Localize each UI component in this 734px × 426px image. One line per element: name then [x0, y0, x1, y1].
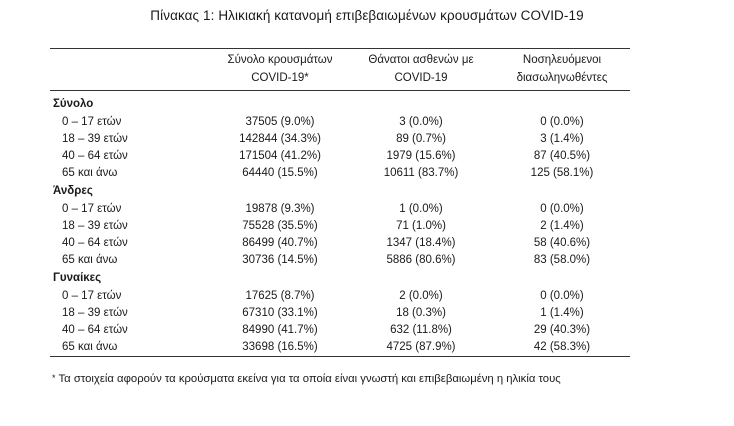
deaths-cell: 71 (1.0%) — [396, 220, 446, 232]
deaths-cell: 1347 (18.4%) — [386, 237, 456, 249]
cases-cell: 17625 (8.7%) — [245, 290, 315, 302]
age-label: 40 – 64 ετών — [62, 324, 128, 336]
cases-cell: 37505 (9.0%) — [245, 116, 315, 128]
cases-cell: 33698 (16.5%) — [212, 339, 348, 357]
header-deaths — [348, 49, 494, 91]
table-row — [50, 252, 630, 269]
intubated-cell: 0 (0.0%) — [540, 203, 584, 215]
intubated-cell: 2 (1.4%) — [540, 220, 584, 232]
deaths-cell: 3 (0.0%) — [399, 116, 443, 128]
group-label: Γυναίκες — [53, 272, 102, 284]
footnote-text: Τα στοιχεία αφορούν τα κρούσματα εκείνα για τα οποία είναι γνωστή και επιβεβαιωμένη η ηλικία τους — [58, 373, 561, 385]
cases-cell: 64440 (15.5%) — [242, 167, 318, 179]
table-row — [50, 131, 630, 148]
table-row — [50, 288, 630, 305]
age-label: 40 – 64 ετών — [62, 150, 128, 162]
cases-cell: 67310 (33.1%) — [242, 307, 318, 319]
group-row-women — [50, 269, 630, 288]
header-total-cases-line2: COVID-19* — [251, 72, 309, 84]
age-label: 18 – 39 ετών — [62, 220, 128, 232]
cases-cell: 19878 (9.3%) — [245, 203, 315, 215]
age-distribution-table-container — [50, 48, 630, 357]
age-label: 0 – 17 ετών — [62, 116, 122, 128]
intubated-cell: 42 (58.3%) — [494, 339, 630, 357]
group-label: Άνδρες — [53, 185, 93, 197]
header-total-cases — [212, 49, 348, 91]
table-body — [50, 91, 630, 357]
intubated-cell: 58 (40.6%) — [533, 237, 591, 249]
age-label: 18 – 39 ετών — [62, 133, 128, 145]
table-row — [50, 322, 630, 339]
deaths-cell: 10611 (83.7%) — [383, 167, 459, 179]
age-label: 18 – 39 ετών — [62, 307, 128, 319]
table-row — [50, 165, 630, 182]
deaths-cell: 1979 (15.6%) — [386, 150, 456, 162]
footnote — [52, 373, 561, 385]
header-deaths-line2: COVID-19 — [394, 72, 448, 84]
age-label: 40 – 64 ετών — [62, 237, 128, 249]
intubated-cell: 29 (40.3%) — [533, 324, 591, 336]
group-row-total — [50, 91, 630, 115]
age-distribution-table — [50, 48, 630, 357]
table-row — [50, 201, 630, 218]
deaths-cell: 2 (0.0%) — [399, 290, 443, 302]
deaths-cell: 18 (0.3%) — [396, 307, 446, 319]
age-label: 0 – 17 ετών — [62, 290, 122, 302]
header-intubated-line2: διασωληνωθέντες — [516, 72, 608, 84]
age-label: 65 και άνω — [50, 339, 212, 357]
cases-cell: 142844 (34.3%) — [239, 133, 321, 145]
intubated-cell: 83 (58.0%) — [533, 254, 591, 266]
header-intubated — [494, 49, 630, 91]
cases-cell: 30736 (14.5%) — [242, 254, 318, 266]
deaths-cell: 5886 (80.6%) — [386, 254, 456, 266]
group-label: Σύνολο — [53, 98, 94, 110]
intubated-cell: 87 (40.5%) — [533, 150, 591, 162]
table-row — [50, 339, 630, 357]
age-label: 65 και άνω — [62, 167, 118, 179]
age-label: 65 και άνω — [62, 254, 118, 266]
header-category — [50, 49, 212, 91]
intubated-cell: 1 (1.4%) — [540, 307, 584, 319]
table-row — [50, 148, 630, 165]
header-row — [50, 49, 630, 91]
table-row — [50, 114, 630, 131]
table-title: Πίνακας 1: Ηλικιακή κατανομή επιβεβαιωμένων κρουσμάτων COVID-19 — [150, 8, 584, 23]
table-row — [50, 218, 630, 235]
deaths-cell: 89 (0.7%) — [396, 133, 446, 145]
header-deaths-line1: Θάνατοι ασθενών με — [368, 54, 474, 66]
footnote-mark: * — [52, 373, 56, 383]
intubated-cell: 3 (1.4%) — [540, 133, 584, 145]
table-row — [50, 235, 630, 252]
table-header — [50, 49, 630, 91]
header-total-cases-line1: Σύνολο κρουσμάτων — [227, 54, 333, 66]
intubated-cell: 0 (0.0%) — [540, 116, 584, 128]
deaths-cell: 1 (0.0%) — [399, 203, 443, 215]
cases-cell: 86499 (40.7%) — [242, 237, 318, 249]
deaths-cell: 4725 (87.9%) — [348, 339, 494, 357]
table-row — [50, 305, 630, 322]
group-row-men — [50, 182, 630, 201]
cases-cell: 171504 (41.2%) — [239, 150, 321, 162]
age-label: 0 – 17 ετών — [62, 203, 122, 215]
cases-cell: 75528 (35.5%) — [242, 220, 318, 232]
intubated-cell: 0 (0.0%) — [540, 290, 584, 302]
header-intubated-line1: Νοσηλευόμενοι — [522, 54, 602, 66]
intubated-cell: 125 (58.1%) — [530, 167, 594, 179]
deaths-cell: 632 (11.8%) — [390, 324, 452, 336]
cases-cell: 84990 (41.7%) — [242, 324, 318, 336]
